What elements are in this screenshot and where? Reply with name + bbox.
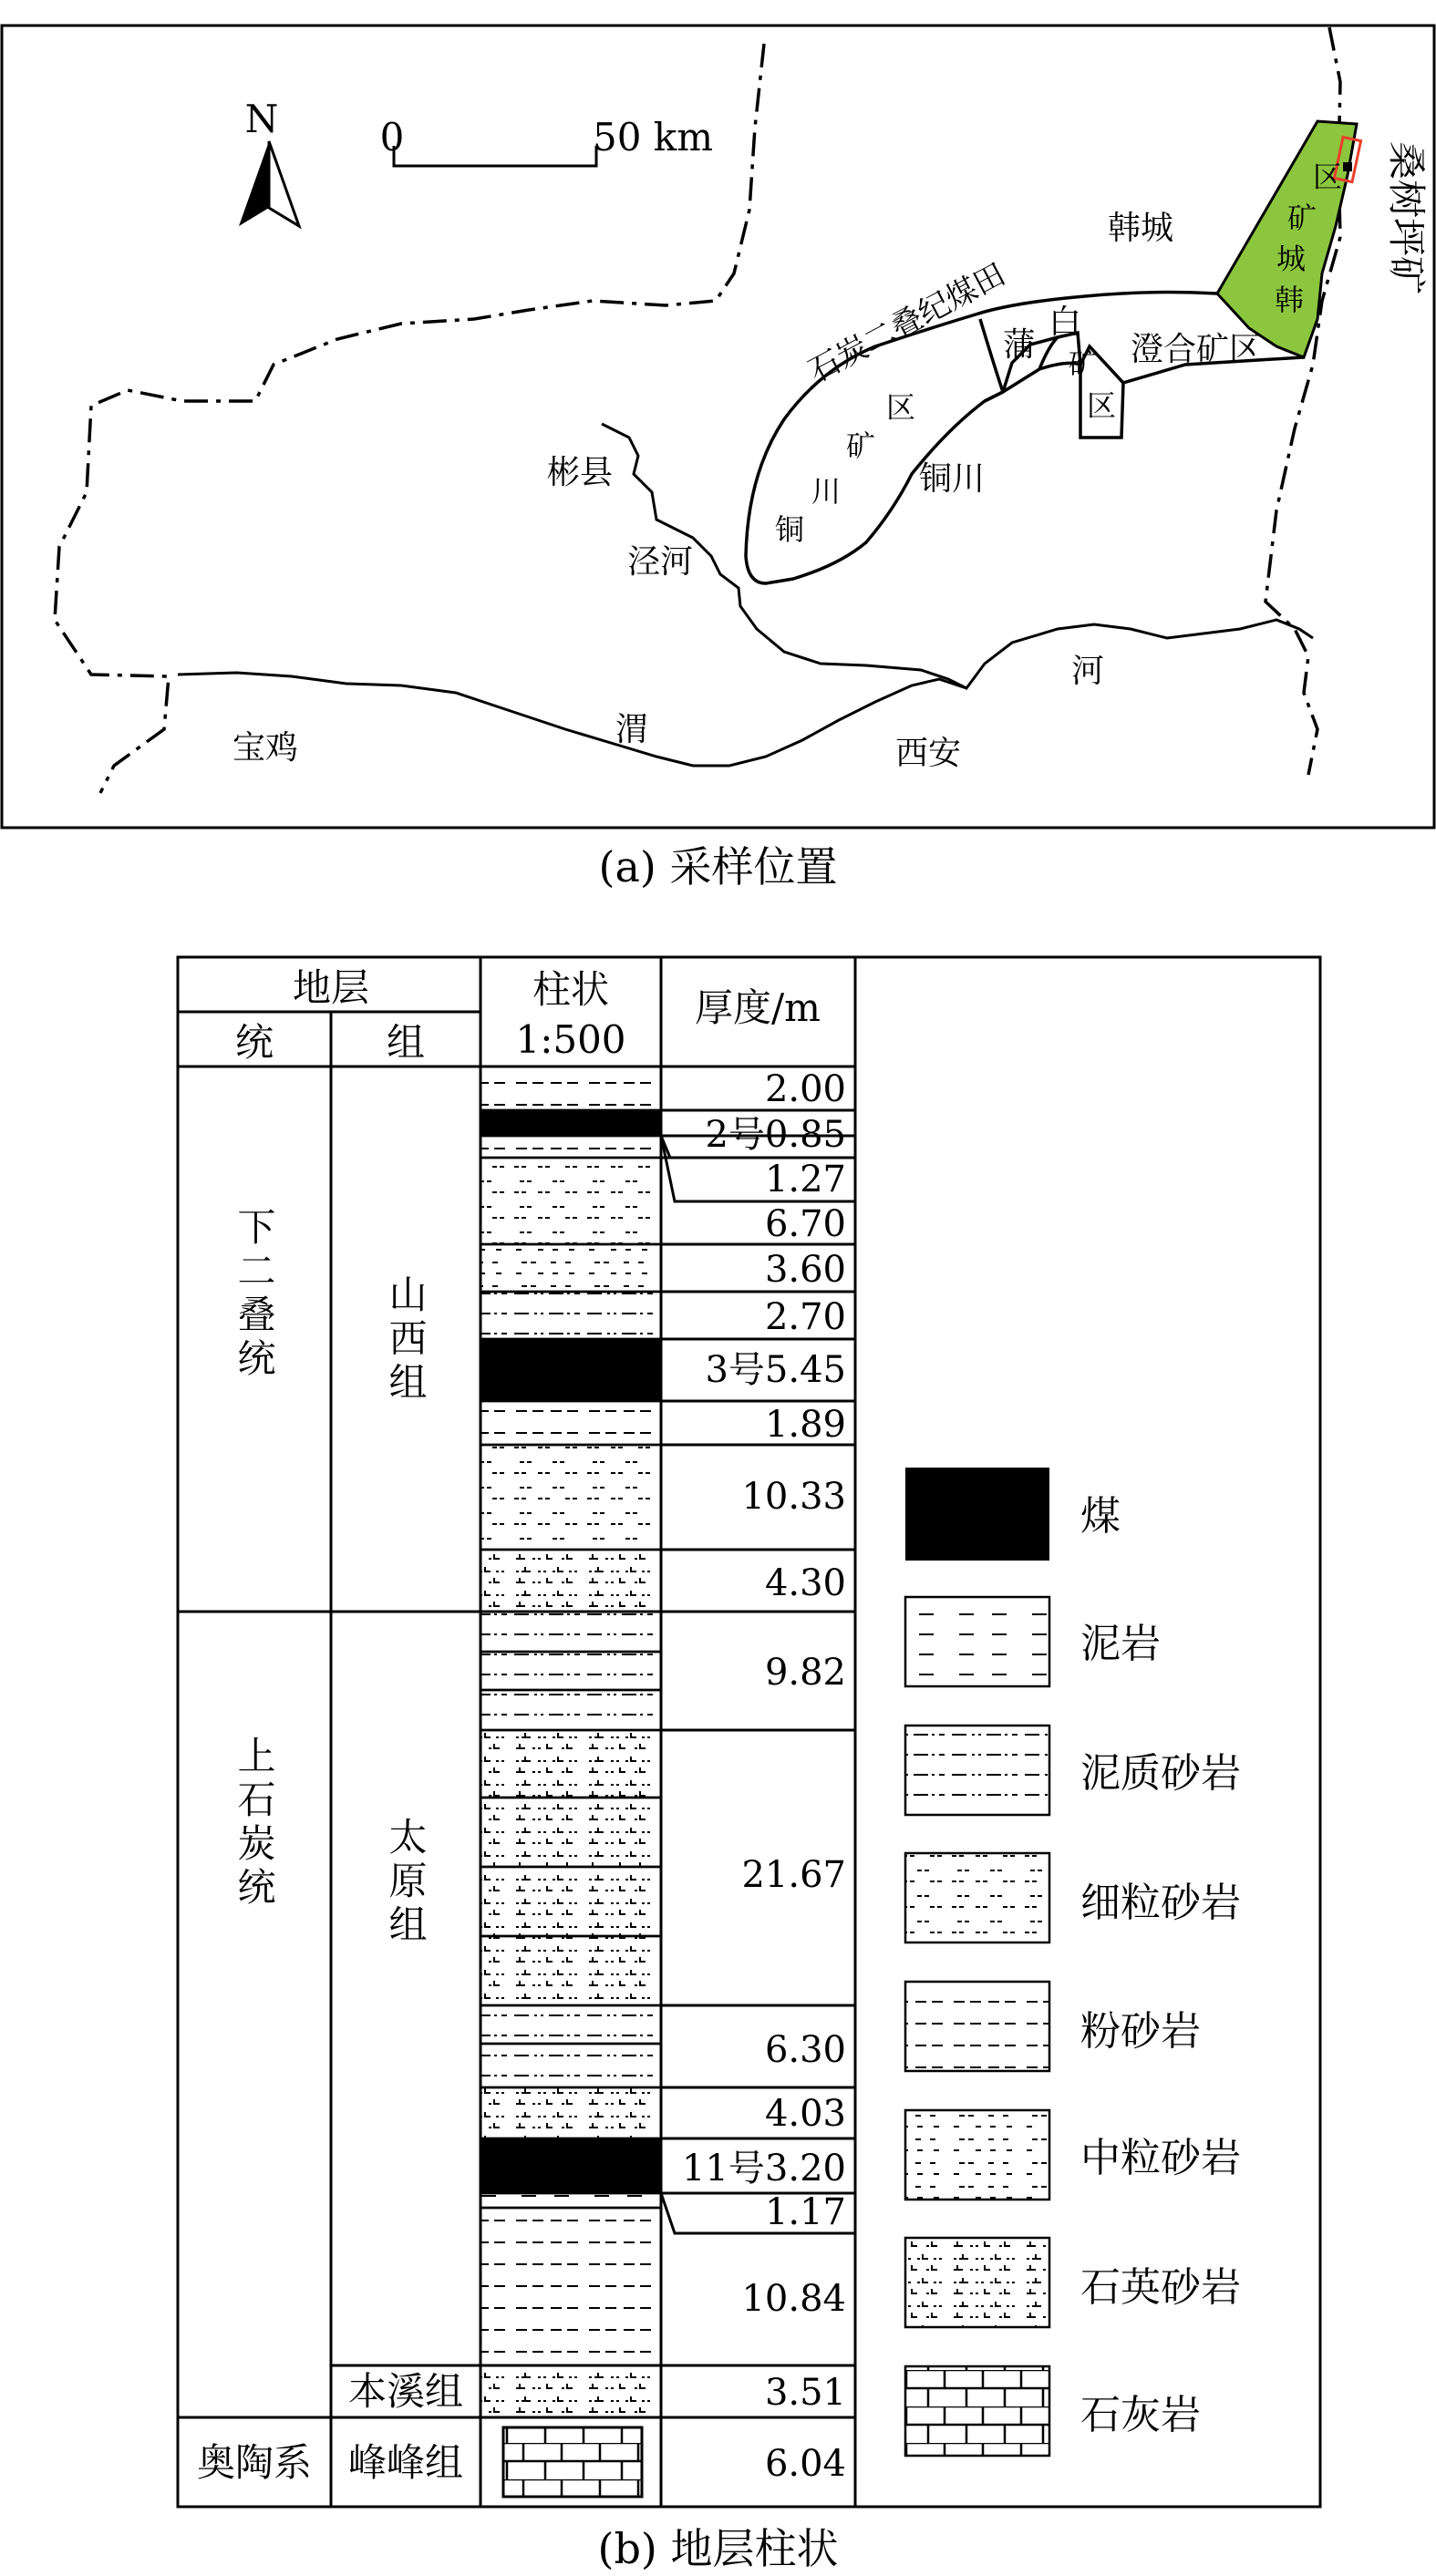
label-he: 河 bbox=[1071, 653, 1105, 690]
legend-swatch-siltstone bbox=[905, 1982, 1049, 2071]
label-baishui-qu: 区 bbox=[1087, 388, 1117, 423]
label-chenghe: 澄合矿区 bbox=[1131, 331, 1263, 368]
legend-swatch-limestone bbox=[905, 2366, 1049, 2456]
system-ordovician: 奥陶系 bbox=[196, 2440, 313, 2485]
north-label: N bbox=[244, 97, 279, 141]
legend-swatch-fine-sandstone bbox=[905, 1853, 1049, 1942]
legend-limestone: 石灰岩 bbox=[1080, 2392, 1201, 2438]
sampling-point bbox=[1343, 162, 1352, 171]
thickness-11: 9.82 bbox=[764, 1652, 846, 1694]
label-coalfield: 石炭二叠纪煤田 bbox=[802, 255, 1012, 390]
label-hc-han: 韩 bbox=[1275, 283, 1305, 317]
legend-swatch-muddy-sandstone bbox=[905, 1726, 1049, 1815]
legend-swatch-coal bbox=[905, 1468, 1049, 1561]
legend-fine-sandstone: 细粒砂岩 bbox=[1080, 1880, 1241, 1926]
label-tongchuan: 铜川 bbox=[919, 460, 986, 498]
legend-mudstone: 泥岩 bbox=[1080, 1621, 1161, 1667]
label-hc-cheng: 城 bbox=[1276, 242, 1307, 276]
formation-shanxi: 山西组 bbox=[383, 1274, 429, 1406]
scale-zero: 0 bbox=[379, 115, 405, 160]
legend bbox=[905, 1468, 1241, 2456]
thickness-12: 21.67 bbox=[741, 1854, 846, 1896]
header-series: 统 bbox=[234, 1020, 274, 1065]
thickness-13: 6.30 bbox=[764, 2029, 846, 2071]
header-strata: 地层 bbox=[292, 965, 370, 1010]
column-caption: (b) 地层柱状 bbox=[597, 2524, 839, 2573]
formation-benxi: 本溪组 bbox=[347, 2369, 464, 2414]
label-pu: 蒲 bbox=[1003, 326, 1037, 364]
label-tc-kuang: 矿 bbox=[846, 428, 876, 463]
thickness-1: 2.00 bbox=[764, 1068, 846, 1110]
scale-end: 50 km bbox=[593, 115, 714, 160]
legend-medium-sandstone: 中粒砂岩 bbox=[1080, 2135, 1241, 2181]
thickness-4: 6.70 bbox=[764, 1203, 846, 1245]
label-tc-tong: 铜 bbox=[775, 512, 805, 547]
lithology-column bbox=[480, 1066, 661, 2497]
label-hc-kuang: 矿 bbox=[1287, 201, 1317, 235]
thickness-2: 2号0.85 bbox=[705, 1114, 846, 1156]
label-tc-qu: 区 bbox=[886, 390, 916, 425]
label-jinghe: 泾河 bbox=[627, 543, 694, 581]
legend-swatch-medium-sandstone bbox=[905, 2110, 1049, 2200]
thickness-14: 4.03 bbox=[764, 2093, 846, 2135]
header-formation: 组 bbox=[386, 1020, 426, 1065]
label-baoji: 宝鸡 bbox=[232, 729, 299, 767]
header-column: 柱状 bbox=[532, 967, 610, 1012]
header-thickness: 厚度/m bbox=[695, 985, 821, 1030]
thickness-10: 4.30 bbox=[764, 1562, 846, 1604]
label-xian: 西安 bbox=[895, 735, 962, 772]
thickness-8: 1.89 bbox=[764, 1404, 846, 1446]
label-bai: 白 bbox=[1049, 304, 1082, 341]
thickness-5: 3.60 bbox=[764, 1249, 846, 1291]
series-lower-permian: 下二叠统 bbox=[232, 1207, 277, 1382]
map-frame bbox=[2, 26, 1434, 828]
label-wei: 渭 bbox=[615, 711, 649, 748]
map-caption: (a) 采样位置 bbox=[598, 842, 838, 891]
thickness-3: 1.27 bbox=[764, 1159, 846, 1200]
thickness-17: 10.84 bbox=[741, 2278, 846, 2320]
label-binxian: 彬县 bbox=[547, 454, 614, 491]
thickness-19: 6.04 bbox=[764, 2443, 846, 2485]
thickness-7: 3号5.45 bbox=[705, 1349, 846, 1391]
label-hancheng: 韩城 bbox=[1108, 210, 1174, 247]
legend-muddy-sandstone: 泥质砂岩 bbox=[1080, 1750, 1241, 1797]
legend-siltstone: 粉砂岩 bbox=[1080, 2008, 1201, 2055]
thickness-18: 3.51 bbox=[764, 2372, 846, 2414]
thickness-16: 1.17 bbox=[764, 2191, 846, 2233]
label-tc-chuan: 川 bbox=[811, 474, 842, 509]
legend-swatch-quartz-sandstone bbox=[905, 2238, 1049, 2327]
label-baishui-kuang: 矿 bbox=[1069, 346, 1099, 381]
legend-swatch-mudstone bbox=[905, 1597, 1049, 1686]
legend-coal: 煤 bbox=[1080, 1493, 1121, 1540]
series-upper-carboniferous: 上石炭统 bbox=[232, 1736, 277, 1911]
label-hc-qu: 区 bbox=[1313, 160, 1343, 194]
thickness-6: 2.70 bbox=[764, 1296, 846, 1338]
strata-table bbox=[178, 957, 1320, 2507]
location-map bbox=[2, 26, 1434, 828]
formation-taiyuan: 太原组 bbox=[383, 1817, 429, 1948]
thickness-15: 11号3.20 bbox=[682, 2148, 846, 2190]
thickness-9: 10.33 bbox=[741, 1476, 846, 1518]
label-sangshuping: 桑树坪矿 bbox=[1384, 141, 1429, 295]
header-scale: 1:500 bbox=[515, 1017, 626, 1062]
formation-fengfeng: 峰峰组 bbox=[347, 2440, 464, 2485]
legend-quartz-sandstone: 石英砂岩 bbox=[1080, 2264, 1241, 2311]
thickness-values bbox=[682, 1068, 846, 2485]
